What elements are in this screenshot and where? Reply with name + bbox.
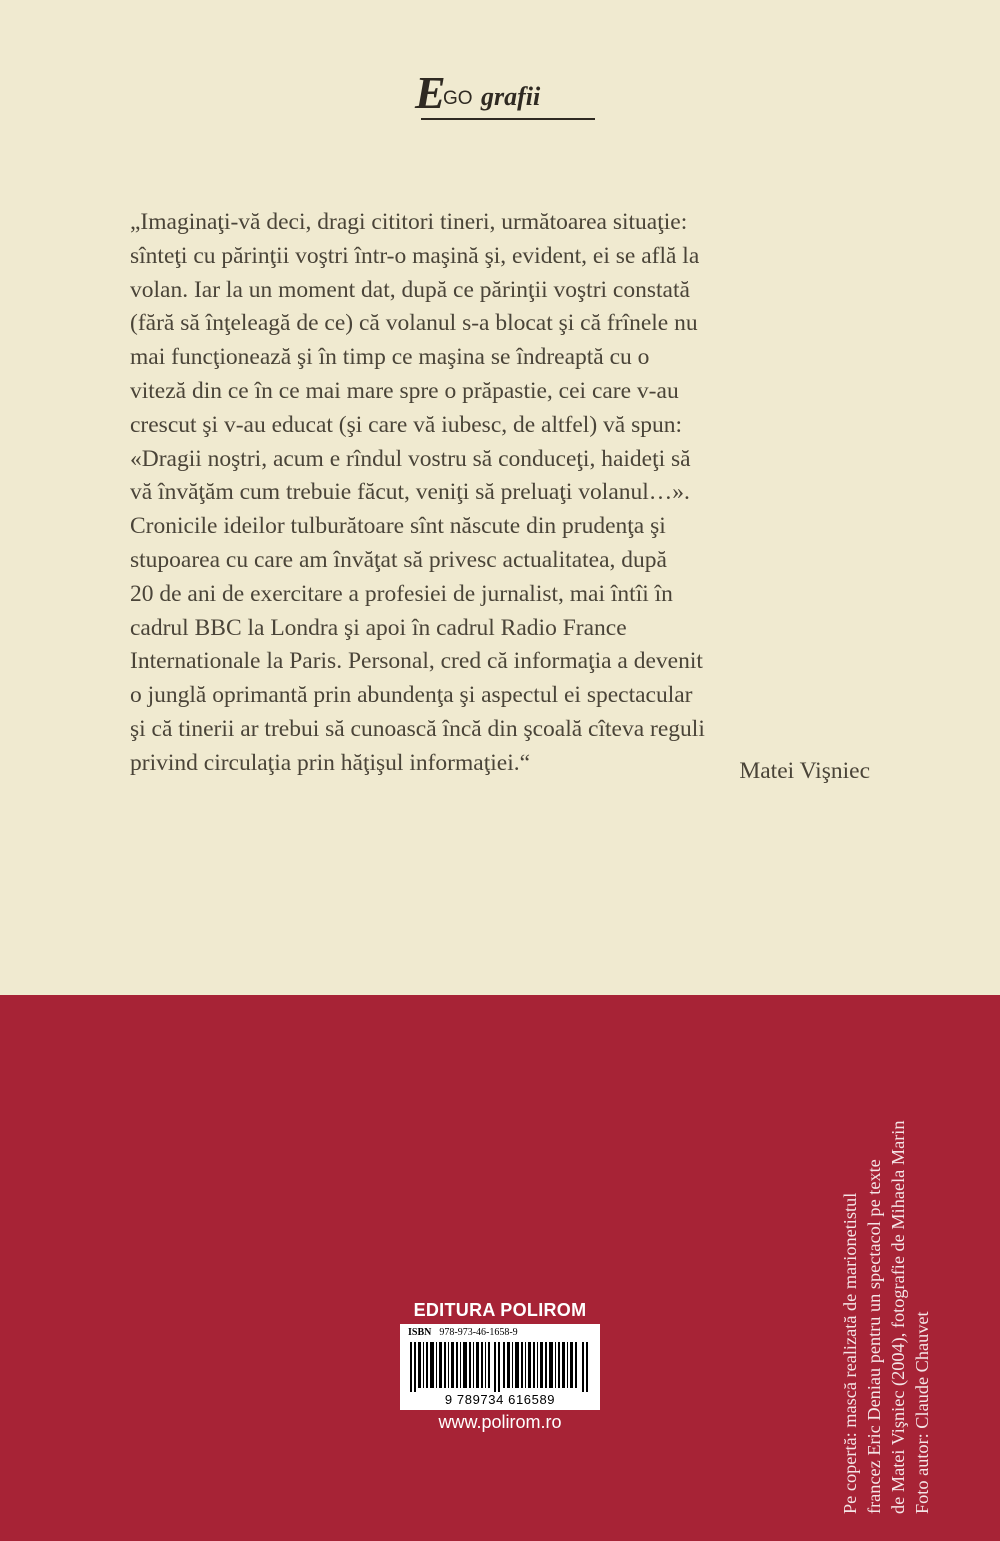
quote-line-last: privind circulaţia prin hăţişul informaţiei.“ (130, 749, 531, 776)
quote-line: Internationale la Paris. Personal, cred că informaţia a devenit (130, 648, 703, 675)
barcode-bars (410, 1342, 590, 1392)
isbn-text (408, 1327, 518, 1338)
credit-line: de Matei Vişniec (2004), fotografie de Mihaela Marin (888, 1120, 908, 1514)
quote-line: o junglă oprimantă prin abundenţa şi aspectul ei spectacular (130, 682, 693, 709)
quote-author: Matei Vişniec (739, 758, 870, 784)
quote-line: „Imaginaţi-vă deci, dragi cititori tineri, următoarea situaţie: (130, 209, 688, 235)
series-logo (415, 67, 595, 126)
quote-line: crescut şi v-au educat (şi care vă iubesc, de altfel) vă spun: (130, 411, 683, 438)
quote-line: sînteţi cu părinţii voştri într-o maşină şi, evident, ei se află la (130, 242, 700, 269)
back-cover-quote (130, 206, 872, 781)
quote-line: mai funcţionează şi în timp ce maşina se îndreaptă cu o (130, 344, 650, 371)
quote-line: viteză din ce în ce mai mare spre o prăpastie, cei care v-au (130, 377, 679, 404)
publisher-website: www.polirom.ro (438, 1412, 562, 1432)
quote-line: (fără să înţeleagă de ce) că volanul s-a blocat şi că frînele nu (130, 310, 698, 337)
quote-line: şi că tinerii ar trebui să cunoască încă din şcoală cîteva reguli (130, 715, 705, 742)
logo-go: GO (443, 88, 473, 109)
credit-line: Foto autor: Claude Chauvet (912, 1311, 932, 1514)
quote-line: Cronicile ideilor tulburătoare sînt născute din prudenţa şi (130, 513, 666, 540)
credit-line: francez Eric Deniau pentru un spectacol pe texte (864, 1159, 884, 1514)
quote-line: cadrul BBC la Londra şi apoi în cadrul Radio France (130, 614, 627, 641)
cover-credits (838, 1014, 934, 1514)
publisher-name: EDITURA POLIROM (413, 1300, 587, 1320)
barcode-number: 9 789734 616589 (444, 1392, 556, 1407)
quote-line: vă învăţăm cum trebuie făcut, veniţi să preluaţi volanul…». (130, 479, 690, 506)
credit-line: Pe copertă: mască realizată de marionetistul (840, 1192, 860, 1514)
quote-line: «Dragii noştri, acum e rîndul vostru să conduceţi, haideţi să (130, 445, 691, 472)
quote-line: volan. Iar la un moment dat, după ce părinţii voştri constată (130, 276, 690, 303)
logo-initial: E (415, 67, 446, 118)
isbn-value: 978-973-46-1658-9 (439, 1327, 518, 1338)
quote-line: stupoarea cu care am învăţat să privesc actualitatea, după (130, 546, 667, 573)
isbn-barcode (400, 1324, 600, 1410)
quote-line: 20 de ani de exercitare a profesiei de jurnalist, mai întîi în (130, 580, 673, 607)
logo-script: grafii (481, 82, 541, 111)
logo-underline (421, 118, 595, 120)
isbn-label: ISBN (408, 1327, 432, 1338)
